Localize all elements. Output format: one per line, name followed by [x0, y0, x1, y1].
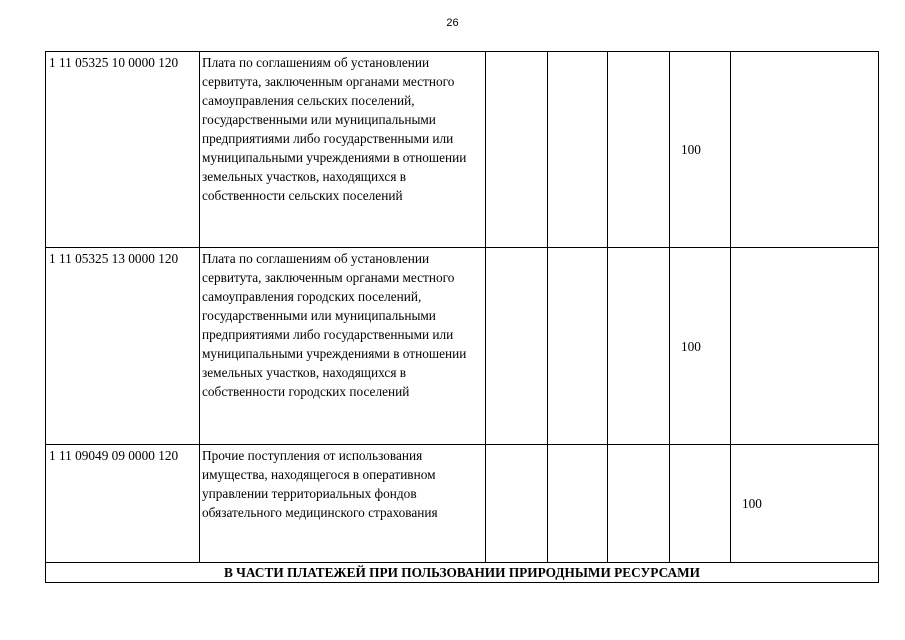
value-cell-1: [486, 52, 548, 248]
value-cell-5: [731, 52, 879, 248]
budget-classification-table: [45, 51, 879, 583]
revenue-name-cell: Плата по соглашениям об установлении сервитута, заключенным органами местного самоуправления сельских поселений, государственными или муниципальными предприятиями либо государственными или муниципальными учреждениями в отношении земельных участков, находящихся в собственности сельских поселений: [200, 52, 486, 248]
section-row: [46, 563, 879, 583]
table-row: [46, 445, 879, 563]
value-cell-3: [608, 52, 670, 248]
value-cell-5: 100: [731, 445, 879, 563]
page-number: 26: [446, 17, 459, 29]
value-cell-1: [486, 248, 548, 445]
value-cell-2: [548, 248, 608, 445]
table-row: [46, 248, 879, 445]
value-cell-3: [608, 445, 670, 563]
revenue-name-cell: Плата по соглашениям об установлении сервитута, заключенным органами местного самоуправления городских поселений, государственными или муниципальными предприятиями либо государственными или муниципальными учреждениями в отношении земельных участков, находящихся в собственности городских поселений: [200, 248, 486, 445]
table-row: [46, 52, 879, 248]
value-cell-4: [670, 445, 731, 563]
value-cell-2: [548, 52, 608, 248]
value-cell-5: [731, 248, 879, 445]
revenue-name-cell: Прочие поступления от использования имущества, находящегося в оперативном управлении территориальных фондов обязательного медицинского страхования: [200, 445, 486, 563]
kbk-code-cell: 1 11 05325 10 0000 120: [46, 52, 200, 248]
value-cell-1: [486, 445, 548, 563]
value-cell-2: [548, 445, 608, 563]
value-cell-4: 100: [670, 52, 731, 248]
value-cell-3: [608, 248, 670, 445]
section-heading: В ЧАСТИ ПЛАТЕЖЕЙ ПРИ ПОЛЬЗОВАНИИ ПРИРОДНЫМИ РЕСУРСАМИ: [46, 563, 879, 583]
kbk-code-cell: 1 11 09049 09 0000 120: [46, 445, 200, 563]
kbk-code-cell: 1 11 05325 13 0000 120: [46, 248, 200, 445]
value-cell-4: 100: [670, 248, 731, 445]
